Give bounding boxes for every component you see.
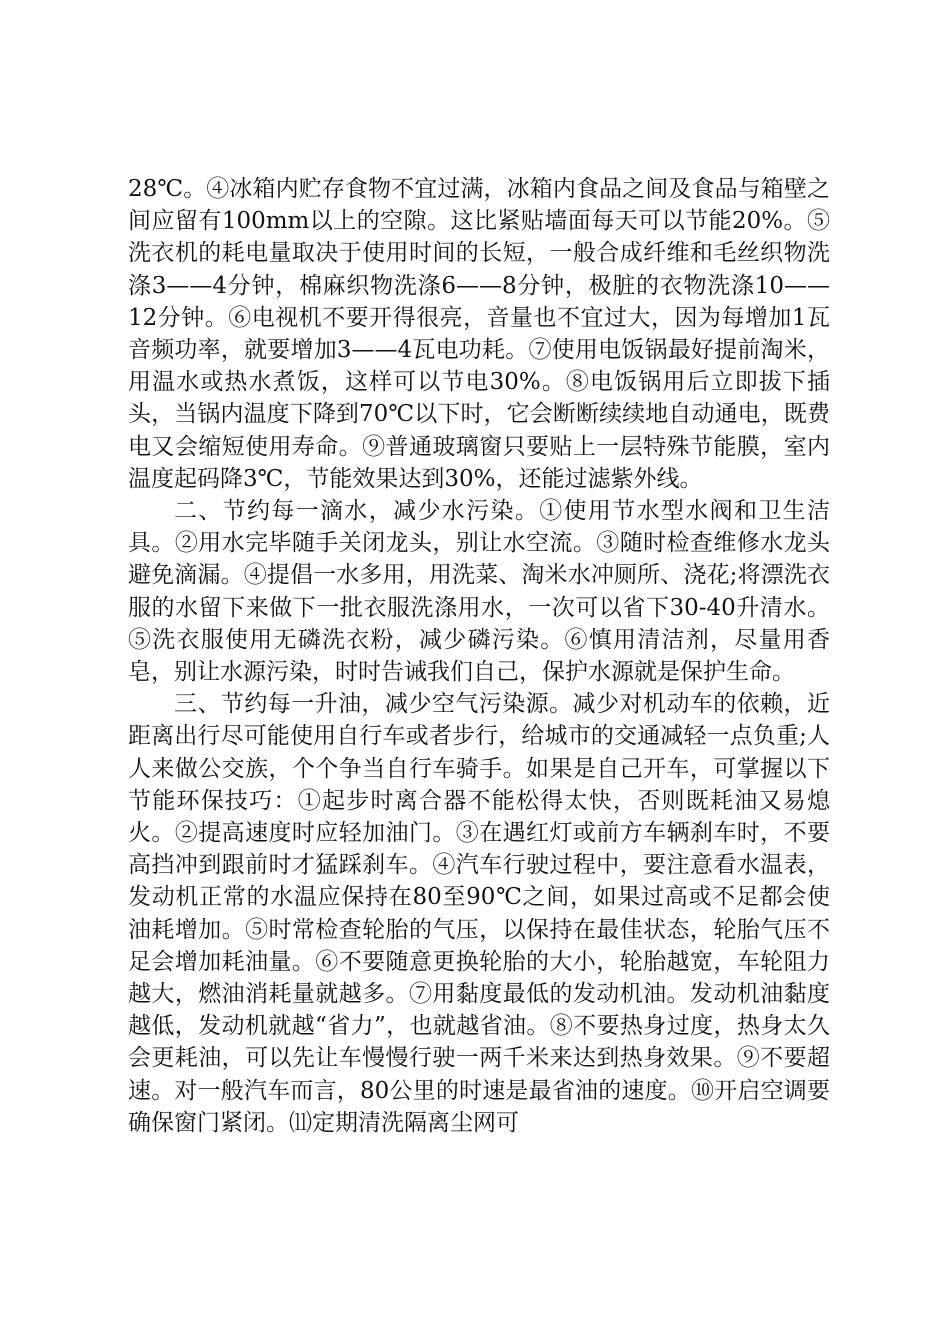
paragraph-save-water: 二、节约每一滴水，减少水污染。①使用节水型水阀和卫生洁具。②用水完毕随手关闭龙头，别让水空流。③随时检查维修水龙头避免滴漏。④提倡一水多用，用洗菜、淘米水冲厕所、浇花;将漂洗衣服的水留下来做下一批衣服洗涤用水，一次可以省下30-40升清水。⑤洗衣服使用无磷洗衣粉，减少磷污染。⑥慎用清洁剂，尽量用香皂，别让水源污染，时时告诫我们自己，保护水源就是保护生命。: [128, 498, 830, 686]
paragraph-save-oil: 三、节约每一升油，减少空气污染源。减少对机动车的依赖，近距离出行尽可能使用自行车或者步行，给城市的交通减轻一点负重;人人来做公交族，个个争当自行车骑手。如果是自己开车，可掌握以下节能环保技巧：①起步时离合器不能松得太快，否则既耗油又易熄火。②提高速度时应轻加油门。③在遇红灯或前方车辆刹车时，不要高挡冲到跟前时才猛踩刹车。④汽车行驶过程中，要注意看水温表，发动机正常的水温应保持在80至90℃之间，如果过高或不足都会使油耗增加。⑤时常检查轮胎的气压，以保持在最佳状态，轮胎气压不足会增加耗油量。⑥不要随意更换轮胎的大小，轮胎越宽，车轮阻力越大，燃油消耗量就越多。⑦用黏度最低的发动机油。发动机油黏度越低，发动机就越“省力”，也就越省油。⑧不要热身过度，热身太久会更耗油，可以先让车慢慢行驶一两千米来达到热身效果。⑨不要超速。对一般汽车而言，80公里的时速是最省油的速度。⑩开启空调要确保窗门紧闭。⑾定期清洗隔离尘网可: [128, 691, 830, 1136]
document-body: [128, 173, 830, 1139]
paragraph-appliances: 28℃。④冰箱内贮存食物不宜过满，冰箱内食品之间及食品与箱壁之间应留有100mm以上的空隙。这比紧贴墙面每天可以节能20%。⑤洗衣机的耗电量取决于使用时间的长短，一般合成纤维和毛丝织物洗涤3——4分钟，棉麻织物洗涤6——8分钟，极脏的衣物洗涤10——12分钟。⑥电视机不要开得很亮，音量也不宜过大，因为每增加1瓦音频功率，就要增加3——4瓦电功耗。⑦使用电饭锅最好提前淘米，用温水或热水煮饭，这样可以节电30%。⑧电饭锅用后立即拔下插头，当锅内温度下降到70℃以下时，它会断断续续地自动通电，既费电又会缩短使用寿命。⑨普通玻璃窗只要贴上一层特殊节能膜，室内温度起码降3℃，节能效果达到30%，还能过滤紫外线。: [128, 176, 830, 492]
